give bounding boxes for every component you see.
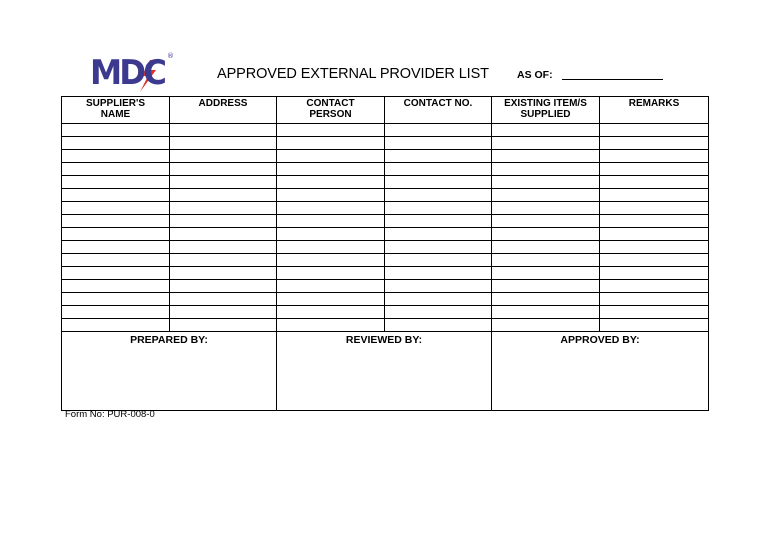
reviewed-by-box[interactable] bbox=[277, 332, 492, 411]
table-row bbox=[62, 267, 709, 280]
table-cell[interactable] bbox=[385, 306, 492, 319]
table-cell[interactable] bbox=[492, 293, 600, 306]
table-cell[interactable] bbox=[170, 124, 277, 137]
table-cell[interactable] bbox=[277, 202, 385, 215]
form-number: Form No: PUR-008-0 bbox=[65, 409, 155, 420]
table-cell[interactable] bbox=[492, 202, 600, 215]
table-cell[interactable] bbox=[62, 241, 170, 254]
table-cell[interactable] bbox=[600, 254, 709, 267]
table-cell[interactable] bbox=[385, 163, 492, 176]
table-cell[interactable] bbox=[62, 319, 170, 332]
approved-by-box[interactable] bbox=[492, 332, 709, 411]
table-row bbox=[62, 319, 709, 332]
column-header: SUPPLIER'S NAME bbox=[62, 97, 170, 124]
table-cell[interactable] bbox=[600, 124, 709, 137]
table-cell[interactable] bbox=[170, 137, 277, 150]
logo-text: MDC bbox=[90, 53, 165, 93]
table-cell[interactable] bbox=[385, 189, 492, 202]
table-cell[interactable] bbox=[277, 267, 385, 280]
table-cell[interactable] bbox=[600, 202, 709, 215]
table-cell[interactable] bbox=[170, 306, 277, 319]
table-cell[interactable] bbox=[170, 189, 277, 202]
column-header: CONTACT PERSON bbox=[277, 97, 385, 124]
table-cell[interactable] bbox=[170, 215, 277, 228]
table-row bbox=[62, 228, 709, 241]
as-of-label: AS OF: bbox=[517, 69, 553, 81]
table-row bbox=[62, 293, 709, 306]
table-cell[interactable] bbox=[277, 228, 385, 241]
table-cell[interactable] bbox=[277, 163, 385, 176]
table-cell[interactable] bbox=[277, 319, 385, 332]
table-cell[interactable] bbox=[170, 176, 277, 189]
table-cell[interactable] bbox=[170, 267, 277, 280]
table-cell[interactable] bbox=[62, 280, 170, 293]
provider-table bbox=[61, 96, 709, 332]
table-cell[interactable] bbox=[385, 319, 492, 332]
table-cell[interactable] bbox=[385, 202, 492, 215]
table-row bbox=[62, 241, 709, 254]
table-cell[interactable] bbox=[492, 319, 600, 332]
table-cell[interactable] bbox=[62, 124, 170, 137]
table-cell[interactable] bbox=[277, 189, 385, 202]
table-cell[interactable] bbox=[62, 202, 170, 215]
table-cell[interactable] bbox=[62, 293, 170, 306]
table-row bbox=[62, 280, 709, 293]
table-cell[interactable] bbox=[492, 163, 600, 176]
table-cell[interactable] bbox=[600, 150, 709, 163]
column-header: REMARKS bbox=[600, 97, 709, 124]
table-cell[interactable] bbox=[492, 137, 600, 150]
approved-by-label: APPROVED BY: bbox=[560, 334, 640, 346]
table-row bbox=[62, 124, 709, 137]
table-header-row bbox=[62, 97, 709, 124]
table-cell[interactable] bbox=[170, 319, 277, 332]
table-cell[interactable] bbox=[62, 176, 170, 189]
table-cell[interactable] bbox=[492, 306, 600, 319]
table-cell[interactable] bbox=[62, 228, 170, 241]
table-cell[interactable] bbox=[600, 228, 709, 241]
table-cell[interactable] bbox=[170, 280, 277, 293]
table-body bbox=[62, 124, 709, 332]
table-cell[interactable] bbox=[492, 228, 600, 241]
table-row bbox=[62, 189, 709, 202]
table-row bbox=[62, 202, 709, 215]
table-cell[interactable] bbox=[600, 280, 709, 293]
table-cell[interactable] bbox=[492, 176, 600, 189]
prepared-by-box[interactable] bbox=[62, 332, 277, 411]
prepared-by-label: PREPARED BY: bbox=[130, 334, 208, 346]
table-cell[interactable] bbox=[277, 124, 385, 137]
table-cell[interactable] bbox=[600, 241, 709, 254]
table-cell[interactable] bbox=[277, 176, 385, 189]
table-row bbox=[62, 215, 709, 228]
table-cell[interactable] bbox=[600, 267, 709, 280]
registered-mark: ® bbox=[167, 52, 174, 60]
table-cell[interactable] bbox=[170, 228, 277, 241]
column-header: ADDRESS bbox=[170, 97, 277, 124]
table-cell[interactable] bbox=[170, 293, 277, 306]
as-of-date-line[interactable] bbox=[562, 79, 663, 80]
table-cell[interactable] bbox=[277, 254, 385, 267]
table-cell[interactable] bbox=[600, 163, 709, 176]
table-cell[interactable] bbox=[62, 150, 170, 163]
table-row bbox=[62, 254, 709, 267]
table-cell[interactable] bbox=[277, 215, 385, 228]
table-cell[interactable] bbox=[170, 241, 277, 254]
table-cell[interactable] bbox=[277, 150, 385, 163]
table-cell[interactable] bbox=[385, 137, 492, 150]
table-cell[interactable] bbox=[385, 267, 492, 280]
table-cell[interactable] bbox=[385, 124, 492, 137]
table-cell[interactable] bbox=[170, 254, 277, 267]
table-cell[interactable] bbox=[492, 267, 600, 280]
table-cell[interactable] bbox=[492, 124, 600, 137]
company-logo bbox=[90, 52, 174, 92]
table-cell[interactable] bbox=[600, 319, 709, 332]
table-cell[interactable] bbox=[385, 215, 492, 228]
column-header: CONTACT NO. bbox=[385, 97, 492, 124]
table-row bbox=[62, 150, 709, 163]
table-cell[interactable] bbox=[170, 202, 277, 215]
page-title: APPROVED EXTERNAL PROVIDER LIST bbox=[217, 66, 489, 82]
column-header: EXISTING ITEM/S SUPPLIED bbox=[492, 97, 600, 124]
table-row bbox=[62, 176, 709, 189]
table-cell[interactable] bbox=[385, 176, 492, 189]
table-cell[interactable] bbox=[492, 150, 600, 163]
table-cell[interactable] bbox=[62, 189, 170, 202]
table-cell[interactable] bbox=[62, 254, 170, 267]
table-cell[interactable] bbox=[600, 293, 709, 306]
table-cell[interactable] bbox=[170, 163, 277, 176]
table-cell[interactable] bbox=[385, 293, 492, 306]
table-cell[interactable] bbox=[492, 254, 600, 267]
reviewed-by-label: REVIEWED BY: bbox=[345, 334, 423, 346]
table-cell[interactable] bbox=[600, 189, 709, 202]
signature-table bbox=[61, 331, 709, 411]
table-cell[interactable] bbox=[170, 150, 277, 163]
table-cell[interactable] bbox=[600, 215, 709, 228]
table-cell[interactable] bbox=[62, 267, 170, 280]
table-cell[interactable] bbox=[62, 163, 170, 176]
table-cell[interactable] bbox=[385, 150, 492, 163]
table-cell[interactable] bbox=[62, 215, 170, 228]
table-cell[interactable] bbox=[277, 280, 385, 293]
table-cell[interactable] bbox=[385, 241, 492, 254]
table-cell[interactable] bbox=[492, 215, 600, 228]
table-cell[interactable] bbox=[277, 306, 385, 319]
table-row bbox=[62, 137, 709, 150]
table-cell[interactable] bbox=[62, 137, 170, 150]
table-cell[interactable] bbox=[492, 280, 600, 293]
table-cell[interactable] bbox=[385, 228, 492, 241]
table-cell[interactable] bbox=[385, 280, 492, 293]
table-cell[interactable] bbox=[600, 306, 709, 319]
table-cell[interactable] bbox=[62, 306, 170, 319]
table-cell[interactable] bbox=[385, 254, 492, 267]
table-cell[interactable] bbox=[492, 241, 600, 254]
table-cell[interactable] bbox=[277, 241, 385, 254]
table-row bbox=[62, 163, 709, 176]
table-row bbox=[62, 306, 709, 319]
table-cell[interactable] bbox=[277, 137, 385, 150]
table-cell[interactable] bbox=[492, 189, 600, 202]
table-cell[interactable] bbox=[600, 137, 709, 150]
table-cell[interactable] bbox=[600, 176, 709, 189]
table-cell[interactable] bbox=[277, 293, 385, 306]
